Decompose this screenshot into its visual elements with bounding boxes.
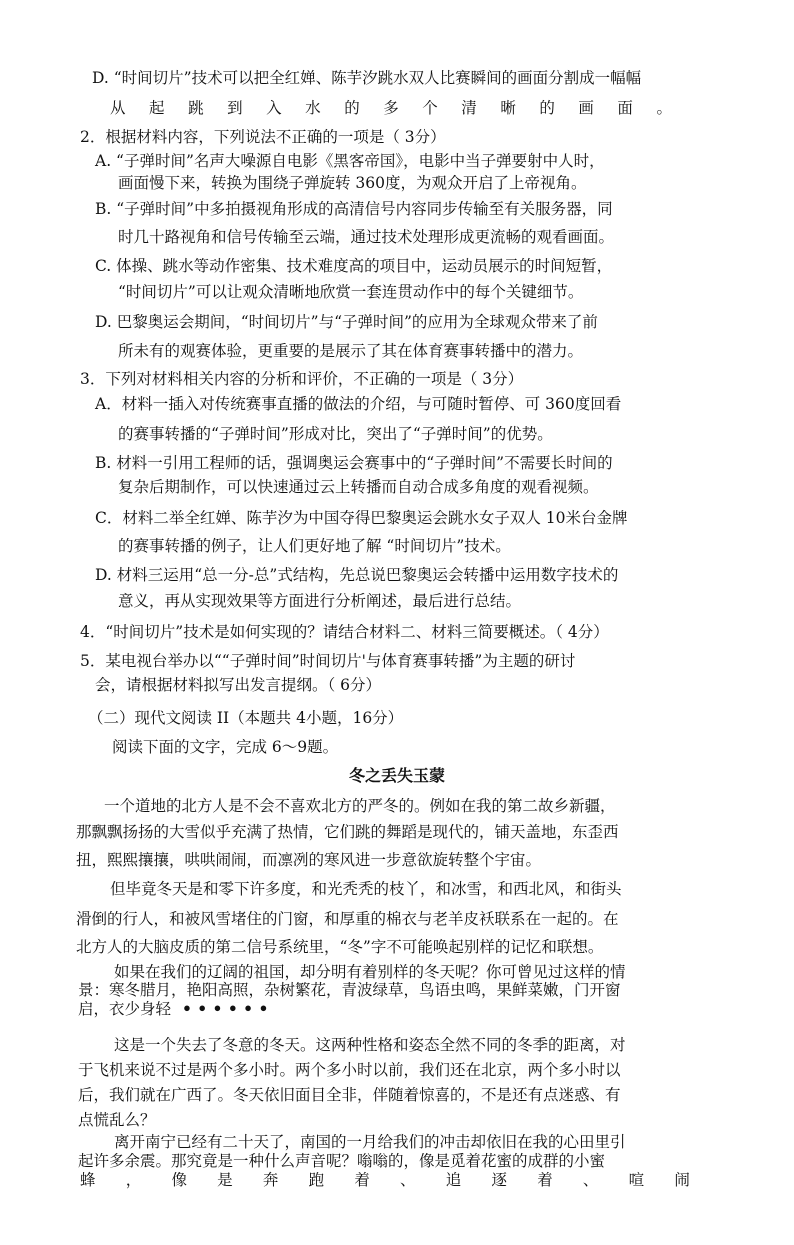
passage-p3-line1: 如果在我们的辽阔的祖国，却分明有着别样的冬天呢？你可曾见过这样的情 [114,963,626,981]
q3-option-a-line1: A．材料一插入对传统赛事直播的做法的介绍，与可随时暂停、可 360度回看 [95,395,622,413]
spaced-char: 。 [656,99,672,117]
passage-p3-line3 [78,999,268,1019]
spaced-char: 、 [582,1171,599,1189]
spaced-char: 喧 [628,1171,645,1189]
spaced-char: 到 [227,99,243,117]
spaced-char: 蜂 [80,1171,96,1189]
passage-p4-line4: 点慌乱么？ [78,1111,156,1129]
q3-option-a-line2: 的赛事转播的“子弹时间”形成对比，突出了“子弹时间”的优势。 [118,425,553,443]
spaced-char: 的 [344,99,360,117]
spaced-char: 奔 [262,1171,279,1189]
q1-option-d-line1: D. “时间切片”技术可以把全红婵、陈芋汐跳水双人比赛瞬间的画面分割成一幅幅 [92,69,642,87]
spaced-char: 多 [383,99,399,117]
passage-p4-line3: 后，我们就在广西了。冬天依旧面目全非，伴随着惊喜的，不是还有点迷惑、有 [78,1086,621,1104]
q2-option-b-line2: 时几十路视角和信号传输至云端，通过技术处理形成更流畅的观看画面。 [118,228,615,246]
q2-option-d-line2: 所未有的观赛体验，更重要的是展示了其在体育赛事转播中的潜力。 [118,342,584,360]
spaced-char: 逐 [491,1171,507,1189]
spaced-char: 面 [617,99,633,117]
spaced-char: 、 [400,1171,416,1189]
q2-option-c-line2: “时间切片”可以让观众清晰地欣赏一套连贯动作中的每个关键细节。 [118,283,584,301]
spaced-char: 是 [217,1171,233,1189]
q2-option-a-line1: A. “子弹时间”名声大噪源自电影《黑客帝国》，电影中当子弹要射中人时， [95,152,605,170]
spaced-char: 清 [461,99,477,117]
passage-p5-line3 [80,1170,690,1190]
q3-option-b-line1: B. 材料一引用工程师的话，强调奥运会赛事中的“子弹时间”不需要长时间的 [95,454,613,472]
spaced-char: 入 [266,99,282,117]
q4-stem: 4．“时间切片”技术是如何实现的？请结合材料二、材料三简要概述。（ 4分） [80,623,609,641]
q1-option-d-line2 [110,98,672,118]
section-header: （二）现代文阅读 II（本题共 4小题，16分） [88,709,404,727]
spaced-char: 从 [110,99,126,117]
spaced-char: 起 [149,99,165,117]
q2-option-a-line2: 画面慢下来，转换为围绕子弹旋转 360度，为观众开启了上帝视角。 [118,174,587,192]
passage-p1-line3: 扭，熙熙攘攘，哄哄闹闹，而凛冽的寒风进一步意欲旋转整个宇宙。 [76,851,542,869]
passage-p2-line3: 北方人的大脑皮质的第二信号系统里，“冬”字不可能唤起别样的记忆和联想。 [76,938,604,956]
spaced-char: 着 [537,1171,553,1189]
spaced-char: ， [125,1171,142,1189]
q3-option-d-line1: D. 材料三运用“总一分-总”式结构，先总说巴黎奥运会转播中运用数字技术的 [95,566,619,584]
spaced-char: 的 [539,99,555,117]
passage-p1-line2: 那飘飘扬扬的大雪似乎充满了热情，它们跳的舞蹈是现代的，铺天盖地，东歪西 [76,823,619,841]
spaced-char: 跑 [308,1171,325,1189]
passage-title: 冬之丢失玉蒙 [348,766,445,785]
section-instruction: 阅读下面的文字，完成 6～9题。 [112,738,339,756]
q3-option-c-line1: C．材料二举全红婵、陈芋汐为中国夺得巴黎奥运会跳水女子双人 10米台金牌 [95,509,628,527]
q2-option-d-line1: D. 巴黎奥运会期间，“时间切片”与“子弹时间”的应用为全球观众带来了前 [95,313,598,331]
passage-p3-text: 启，衣少身轻 [78,1000,172,1018]
q3-option-c-line2: 的赛事转播的例子，让人们更好地了解 “时间切片”技术。 [118,537,511,555]
spaced-char: 个 [422,99,438,117]
spaced-char: 着 [354,1171,370,1189]
passage-p4-line1: 这是一个失去了冬意的冬天。这两种性格和姿态全然不同的冬季的距离，对 [114,1036,626,1054]
passage-p4-line2: 于飞机来说不过是两个多小时。两个多小时以前，我们还在北京，两个多小时以 [78,1061,621,1079]
q2-option-c-line1: C. 体操、跳水等动作密集、技术难度高的项目中，运动员展示的时间短暂， [95,257,613,275]
passage-p1-line1: 一个道地的北方人是不会不喜欢北方的严冬的。例如在我的第二故乡新疆， [104,797,616,815]
q2-option-b-line1: B. “子弹时间”中多拍摄视角形成的高清信号内容同步传输至有关服务器，同 [95,200,613,218]
passage-p2-line1: 但毕竟冬天是和零下许多度，和光秃秃的枝丫，和冰雪，和西北风，和街头 [110,880,622,898]
spaced-char: 跳 [188,99,204,117]
q5-stem-line2: 会，请根据材料拟写出发言提纲。（ 6分） [95,676,382,694]
spaced-char: 追 [445,1171,462,1189]
spaced-char: 画 [578,99,594,117]
passage-p5-line2: 起许多余震。那究竟是一种什么声音呢？嗡嗡的，像是觅着花蜜的成群的小蜜 [78,1152,606,1170]
ellipsis-dots: • • • • • • [181,999,269,1018]
q2-stem: 2．根据材料内容，下列说法不正确的一项是（ 3分） [80,128,446,146]
spaced-char: 像 [171,1171,187,1189]
q3-option-b-line2: 复杂后期制作，可以快速通过云上转播而自动合成多角度的观看视频。 [118,478,599,496]
passage-p2-line2: 滑倒的行人，和被风雪堵住的门窗，和厚重的棉衣与老羊皮袄联系在一起的。在 [76,910,619,928]
passage-p5-line1: 离开南宁已经有二十天了，南国的一月给我们的冲击却依旧在我的心田里引 [114,1133,626,1151]
q3-option-d-line2: 意义，再从实现效果等方面进行分析阐述，最后进行总结。 [118,592,522,610]
spaced-char: 闹 [674,1171,690,1189]
q5-stem-line1: 5．某电视台举办以““子弹时间”时间切片'与体育赛事转播”为主题的研讨 [80,652,576,670]
spaced-char: 晰 [500,99,516,117]
spaced-char: 水 [305,99,321,117]
q3-stem: 3．下列对材料相关内容的分析和评价，不正确的一项是（ 3分） [80,370,524,388]
passage-p3-line2: 景：寒冬腊月，艳阳高照，杂树繁花，青波绿草，鸟语虫鸣，果鲜菜嫩，门开窗 [78,981,621,999]
